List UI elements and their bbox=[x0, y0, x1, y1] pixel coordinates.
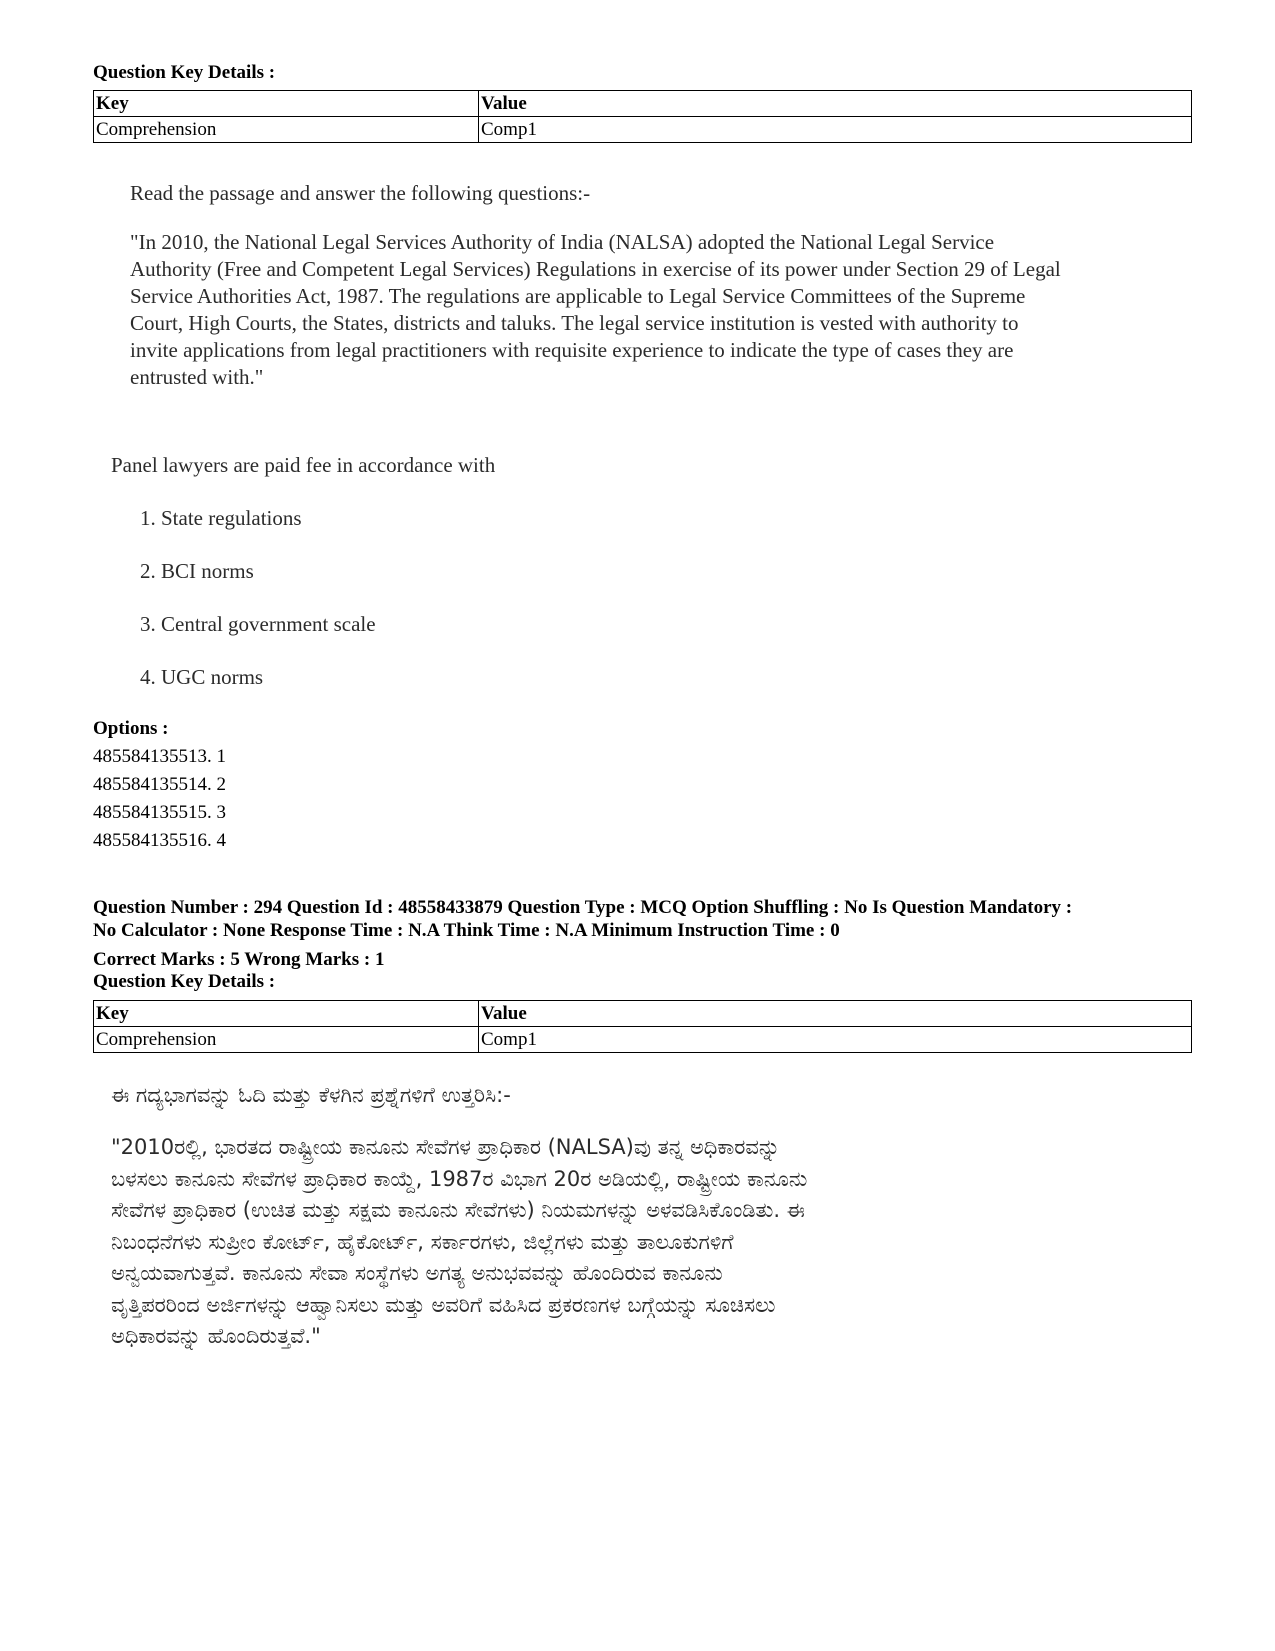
question-stem: Panel lawyers are paid fee in accordance with bbox=[111, 453, 496, 477]
passage-line: "In 2010, the National Legal Services Authority of India (NALSA) adopted the National Legal Service bbox=[130, 230, 995, 254]
table-header-key: Key bbox=[94, 1001, 479, 1027]
passage-line: ವೃತ್ತಿಪರರಿಂದ ಅರ್ಜಿಗಳನ್ನು ಆಹ್ವಾನಿಸಲು ಮತ್ತು ಅವರಿಗೆ ವಹಿಸಿದ ಪ್ರಕರಣಗಳ ಬಗ್ಗೆಯನ್ನು ಸೂಚಿಸಲು bbox=[111, 1292, 776, 1317]
passage-line: ನಿಬಂಧನೆಗಳು ಸುಪ್ರೀಂ ಕೋರ್ಟ್, ಹೈಕೋರ್ಟ್, ಸರ್ಕಾರಗಳು, ಜಿಲ್ಲೆಗಳು ಮತ್ತು ತಾಲೂಕುಗಳಿಗೆ bbox=[111, 1229, 734, 1254]
table-cell-key: Comprehension bbox=[94, 117, 479, 143]
metadata-line: No Calculator : None Response Time : N.A Think Time : N.A Minimum Instruction Time : 0 bbox=[93, 920, 840, 941]
table-header-row bbox=[94, 1001, 1192, 1027]
marks-line: Correct Marks : 5 Wrong Marks : 1 bbox=[93, 949, 385, 970]
passage-line: Authority (Free and Competent Legal Services) Regulations in exercise of its power under Section 29 of Legal bbox=[130, 257, 1061, 281]
passage-instruction-kannada: ಈ ಗದ್ಯಭಾಗವನ್ನು ಓದಿ ಮತ್ತು ಕೆಳಗಿನ ಪ್ರಶ್ನೆಗಳಿಗೆ ಉತ್ತರಿಸಿ:- bbox=[111, 1083, 511, 1107]
passage-line: ಅಧಿಕಾರವನ್ನು ಹೊಂದಿರುತ್ತವೆ." bbox=[111, 1324, 321, 1348]
option-item: 485584135514. 2 bbox=[93, 774, 226, 795]
table-header-row bbox=[94, 91, 1192, 117]
options-heading: Options : bbox=[93, 718, 169, 739]
question-key-table bbox=[93, 90, 1192, 143]
table-cell-value: Comp1 bbox=[479, 117, 1192, 143]
question-key-details-heading: Question Key Details : bbox=[93, 62, 276, 83]
passage-line: invite applications from legal practitioners with requisite experience to indicate the type of cases they are bbox=[130, 338, 1014, 362]
table-cell-key: Comprehension bbox=[94, 1027, 479, 1053]
passage-line: ಅನ್ವಯವಾಗುತ್ತವೆ. ಕಾನೂನು ಸೇವಾ ಸಂಸ್ಥೆಗಳು ಅಗತ್ಯ ಅನುಭವವನ್ನು ಹೊಂದಿರುವ ಕಾನೂನು bbox=[111, 1261, 723, 1285]
option-item: 485584135516. 4 bbox=[93, 830, 226, 851]
table-header-key: Key bbox=[94, 91, 479, 117]
passage-line: entrusted with." bbox=[130, 365, 264, 389]
table-header-value: Value bbox=[479, 91, 1192, 117]
question-choice: 2. BCI norms bbox=[140, 559, 254, 583]
table-header-value: Value bbox=[479, 1001, 1192, 1027]
table-cell-value: Comp1 bbox=[479, 1027, 1192, 1053]
table-row bbox=[94, 117, 1192, 143]
passage-line: Court, High Courts, the States, districts and taluks. The legal service institution is vested with authority to bbox=[130, 311, 1019, 335]
passage-line: "2010ರಲ್ಲಿ, ಭಾರತದ ರಾಷ್ಟ್ರೀಯ ಕಾನೂನು ಸೇವೆಗಳ ಪ್ರಾಧಿಕಾರ (NALSA)ವು ತನ್ನ ಅಧಿಕಾರವನ್ನು bbox=[111, 1135, 781, 1159]
question-choice: 1. State regulations bbox=[140, 506, 302, 530]
passage-instruction: Read the passage and answer the following questions:- bbox=[130, 181, 591, 205]
passage-line: ಸೇವೆಗಳ ಪ್ರಾಧಿಕಾರ (ಉಚಿತ ಮತ್ತು ಸಕ್ಷಮ ಕಾನೂನು ಸೇವೆಗಳು) ನಿಯಮಗಳನ್ನು ಅಳವಡಿಸಿಕೊಂಡಿತು. ಈ bbox=[111, 1198, 805, 1222]
question-key-details-heading: Question Key Details : bbox=[93, 971, 276, 992]
option-item: 485584135513. 1 bbox=[93, 746, 226, 767]
question-key-table bbox=[93, 1000, 1192, 1053]
table-row bbox=[94, 1027, 1192, 1053]
question-choice: 4. UGC norms bbox=[140, 665, 264, 689]
question-metadata bbox=[93, 896, 1203, 971]
passage-text-kannada bbox=[111, 1132, 1191, 1353]
option-item: 485584135515. 3 bbox=[93, 802, 226, 823]
passage-text bbox=[130, 229, 1190, 391]
passage-line: Service Authorities Act, 1987. The regulations are applicable to Legal Service Committees of the Supreme bbox=[130, 284, 1026, 308]
passage-line: ಬಳಸಲು ಕಾನೂನು ಸೇವೆಗಳ ಪ್ರಾಧಿಕಾರ ಕಾಯ್ದೆ, 1987ರ ವಿಭಾಗ 20ರ ಅಡಿಯಲ್ಲಿ, ರಾಷ್ಟ್ರೀಯ ಕಾನೂನು bbox=[111, 1166, 808, 1191]
metadata-line: Question Number : 294 Question Id : 48558433879 Question Type : MCQ Option Shuffling : No Is Question Mandatory : bbox=[93, 897, 1073, 918]
question-choice: 3. Central government scale bbox=[140, 612, 376, 636]
